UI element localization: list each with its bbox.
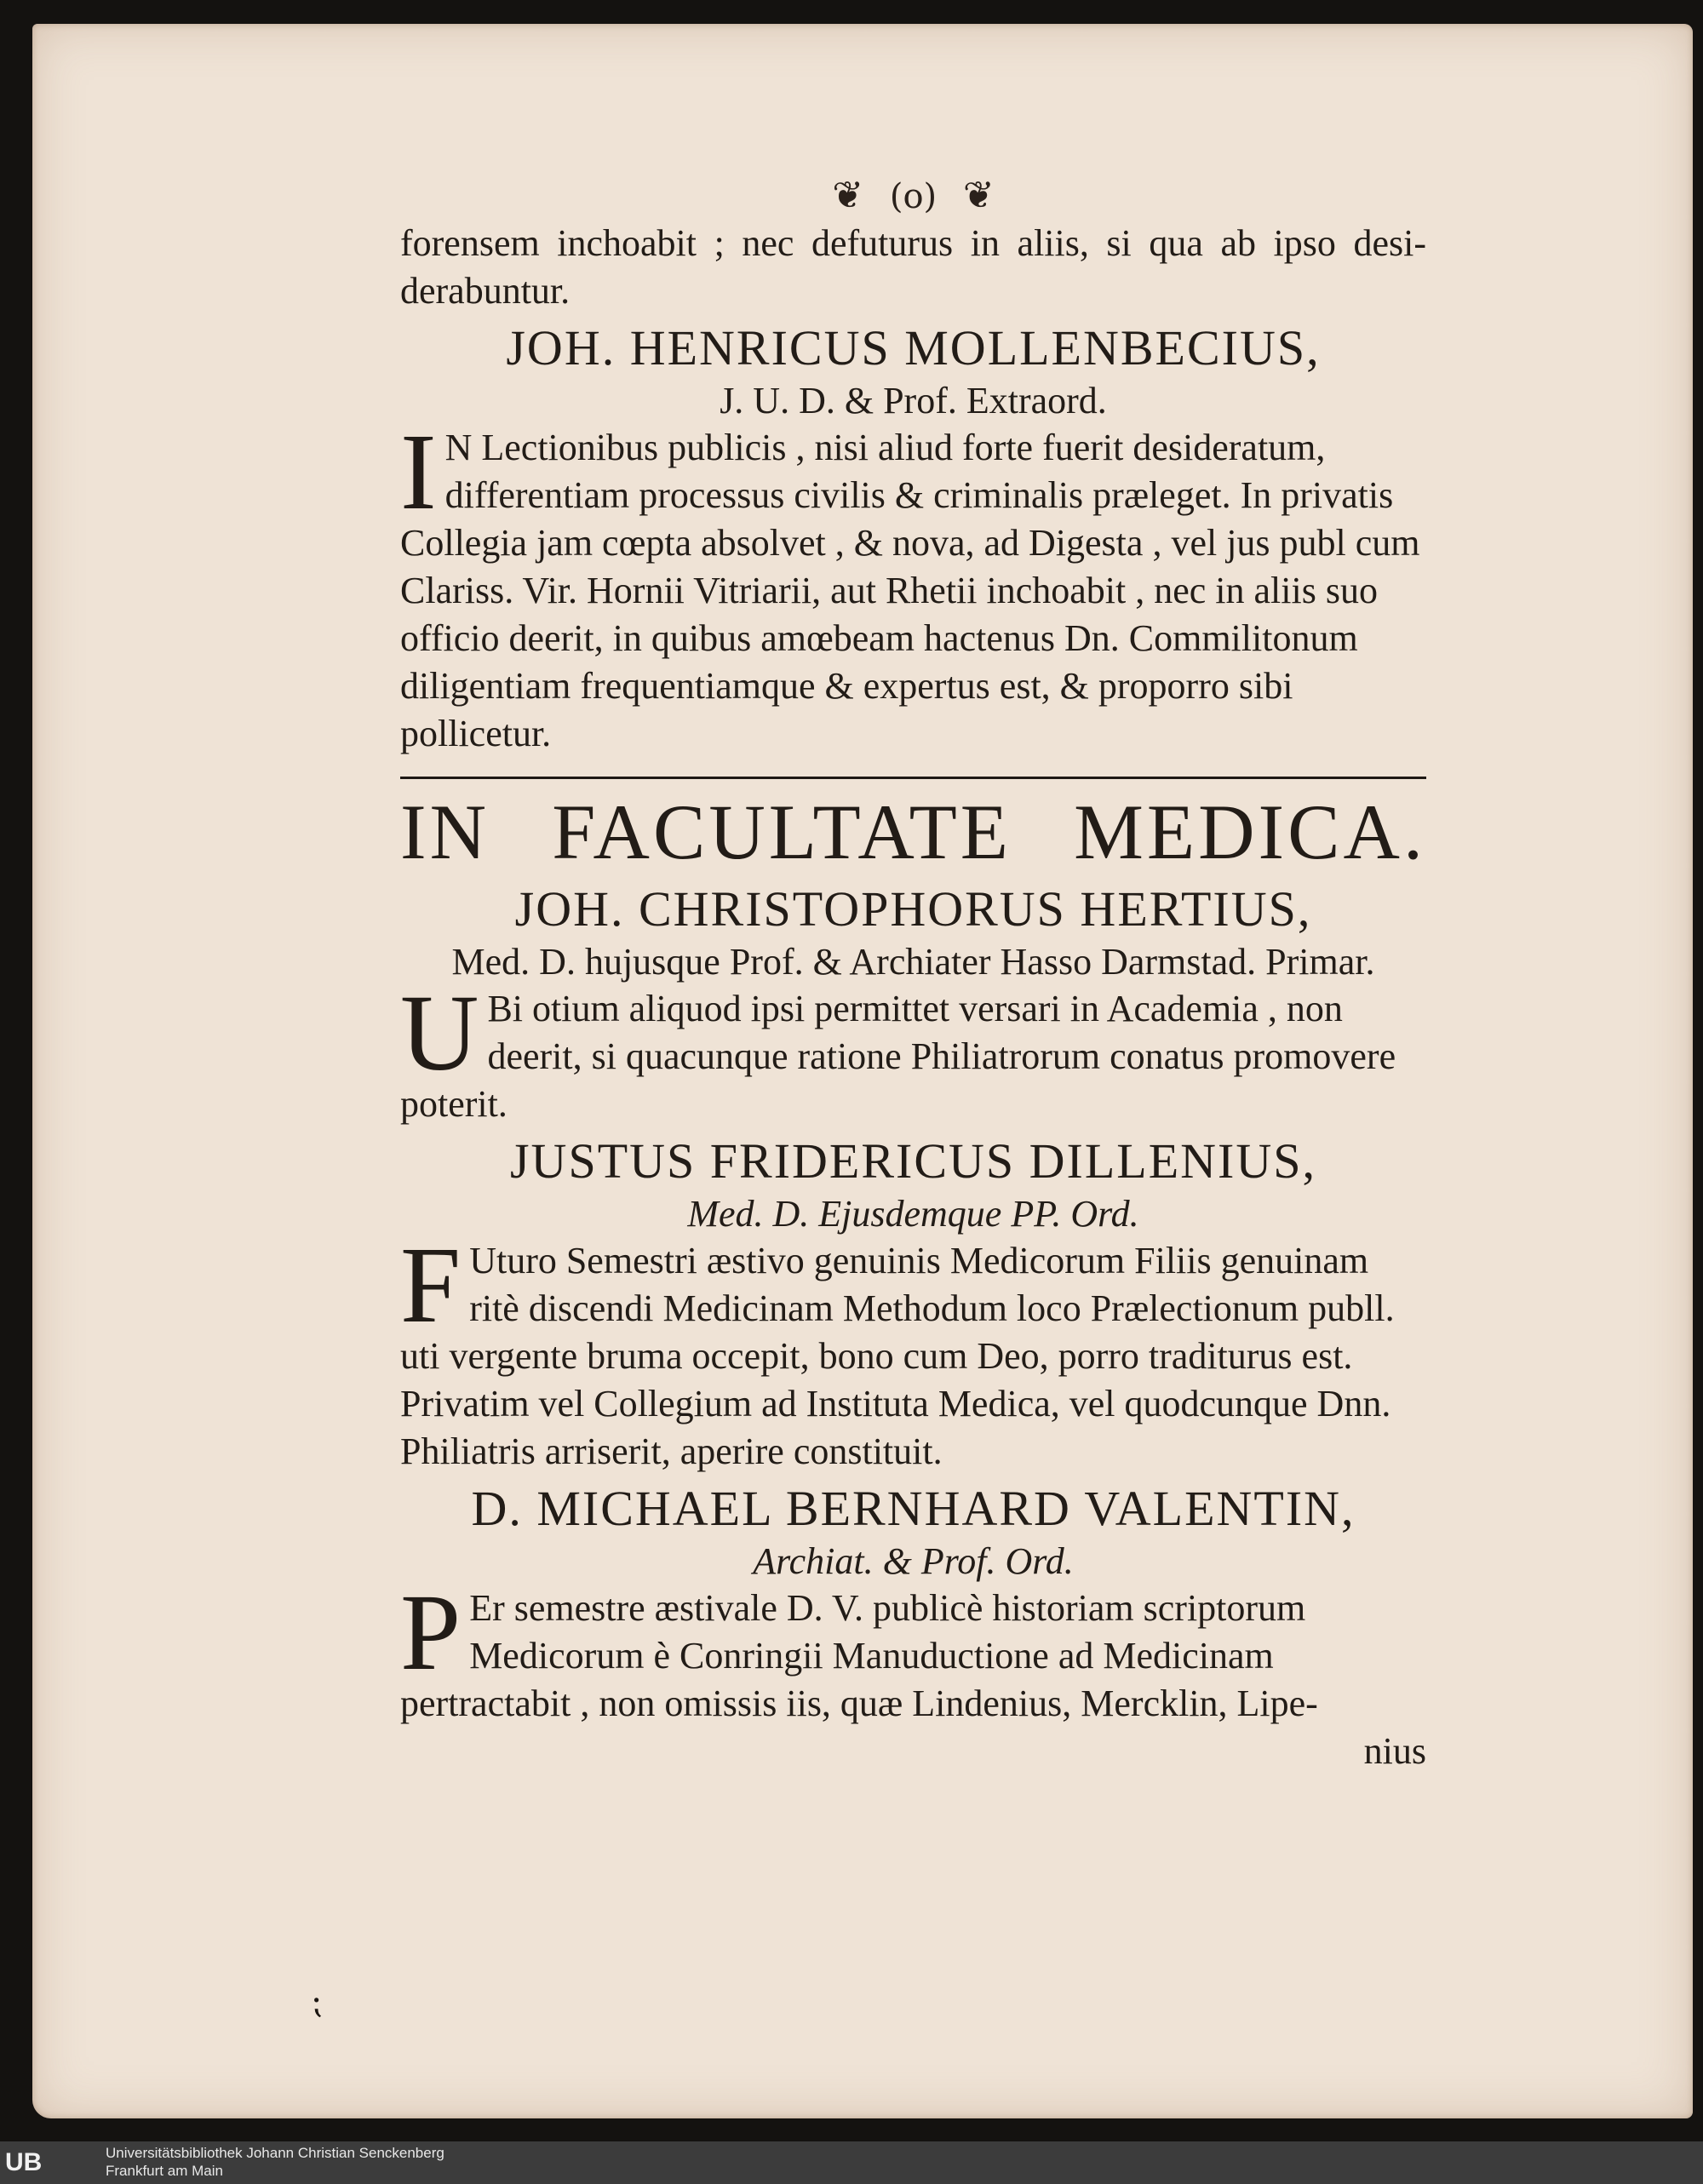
page-marker: (o) bbox=[889, 177, 938, 216]
paragraph-text: Er semestre æstivale D. V. publicè historiam scriptorum Medicorum è Conringii Manuductione ad Medicinam pertractabit , non omissis iis, quæ Lindenius, Mercklin, Lipe- bbox=[400, 1587, 1318, 1724]
intro-line-1: forensem inchoabit ; nec defuturus in aliis, si qua ab ipso desi- bbox=[400, 222, 1426, 264]
paragraph-text: N Lectionibus publicis , nisi aliud forte fuerit desideratum, differentiam processus civilis & criminalis præleget. In privatis Collegia jam cœpta absolvet , & nova, ad Digesta , vel jus publ cum Clariss. Vir. Hornii Vitriarii, aut Rhetii inchoabit , nec in aliis suo officio deerit, in quibus amœbeam hactenus Dn. Commilitonum diligentiam frequentiamque & expertus est, & proporro sibi pollicetur. bbox=[400, 427, 1420, 754]
professor-name-valentin: D. MICHAEL BERNHARD VALENTIN, bbox=[471, 1481, 1356, 1536]
paragraph-dillenius bbox=[400, 1224, 1426, 1476]
paragraph-valentin bbox=[400, 1572, 1426, 1728]
library-logo: UB bbox=[5, 2148, 43, 2176]
professor-name-mollenbecius: JOH. HENRICUS MOLLENBECIUS, bbox=[506, 320, 1321, 375]
paragraph-text: Uturo Semestri æstivo genuinis Medicorum Filiis genuinam ritè discendi Medicinam Methodum loco Prælectionum publl. uti vergente bruma occepit, bono cum Deo, porro traditurus est. Privatim vel Collegium ad Instituta Medica, vel quodcunque Dnn. Philiatris arriserit, aperire constituit. bbox=[400, 1240, 1395, 1472]
dropcap: P bbox=[400, 1572, 462, 1693]
ink-mark: ⁏ bbox=[311, 1982, 323, 2021]
catchword: nius bbox=[1363, 1730, 1426, 1772]
fleuron-left-icon: ❦ bbox=[832, 174, 864, 217]
library-footer-bar bbox=[0, 2141, 1703, 2184]
professor-name-dillenius: JUSTUS FRIDERICUS DILLENIUS, bbox=[509, 1133, 1316, 1189]
dropcap: I bbox=[400, 411, 437, 532]
professor-name-hertius: JOH. CHRISTOPHORUS HERTIUS, bbox=[514, 881, 1312, 937]
library-city: Frankfurt am Main bbox=[106, 2163, 223, 2179]
paragraph-text: Bi otium aliquod ipsi permittet versari in Academia , non deerit, si quacunque ratione Philiatrorum conatus promovere poterit. bbox=[400, 988, 1396, 1125]
professor-title-dillenius: Med. D. Ejusdemque PP. Ord. bbox=[687, 1193, 1139, 1235]
professor-title-mollenbecius: J. U. D. & Prof. Extraord. bbox=[720, 380, 1107, 421]
paragraph-mollenbecius bbox=[400, 411, 1426, 758]
dropcap: F bbox=[400, 1224, 462, 1345]
professor-title-hertius: Med. D. hujusque Prof. & Archiater Hasso Darmstad. Primar. bbox=[451, 941, 1375, 983]
intro-line-2: derabuntur. bbox=[400, 270, 571, 312]
faculty-heading: IN FACULTATE MEDICA. bbox=[400, 788, 1426, 875]
section-divider bbox=[400, 777, 1426, 779]
page-text-column bbox=[400, 175, 1426, 1775]
professor-title-valentin: Archiat. & Prof. Ord. bbox=[753, 1540, 1074, 1582]
library-name: Universitätsbibliothek Johann Christian Senckenberg bbox=[106, 2145, 444, 2161]
page-header bbox=[400, 175, 1426, 218]
paragraph-hertius bbox=[400, 972, 1426, 1128]
dropcap: U bbox=[400, 972, 479, 1093]
fleuron-right-icon: ❦ bbox=[962, 174, 995, 217]
